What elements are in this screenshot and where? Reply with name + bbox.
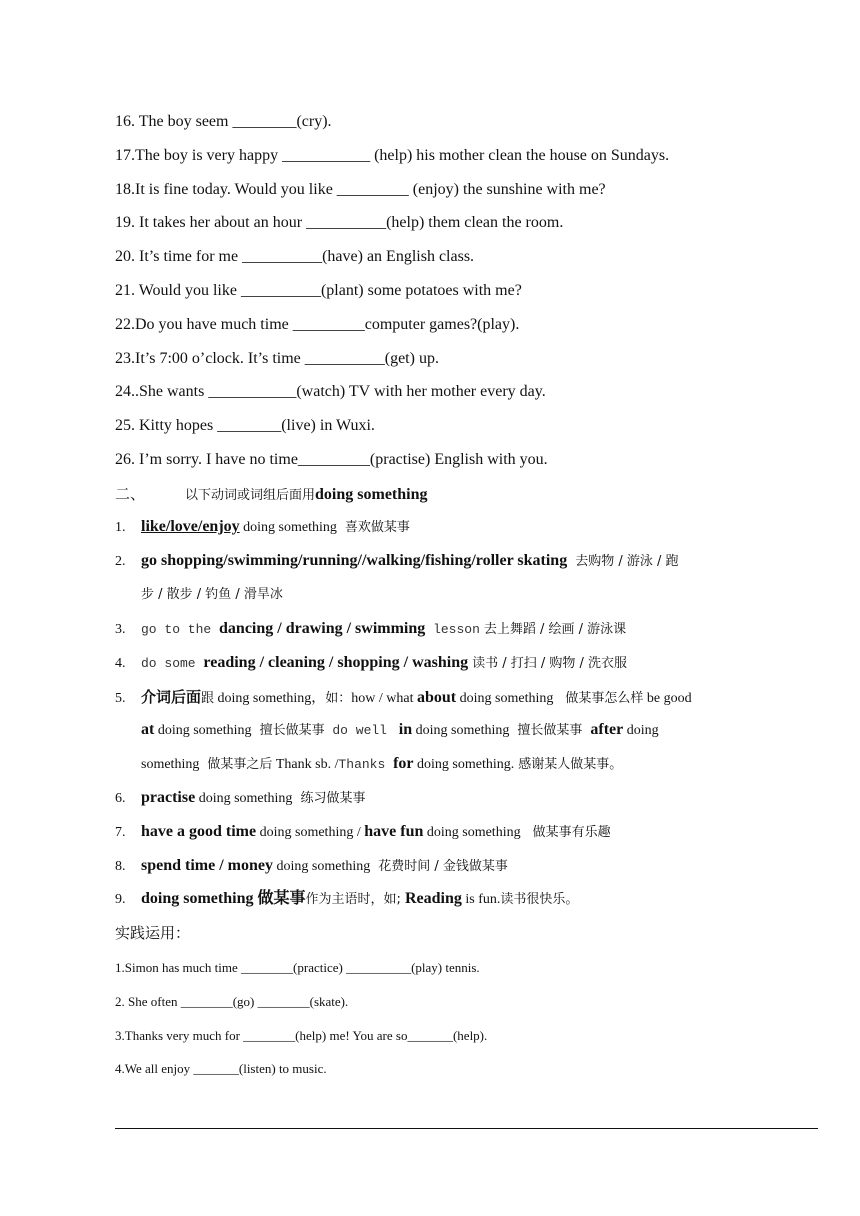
rule-3: 3. go to the dancing / drawing / swimming lesson 去上舞蹈 / 绘画 / 游泳课 <box>115 620 627 637</box>
fill-in-item <box>115 112 332 132</box>
item-text: 26. I’m sorry. I have no time <box>115 451 298 468</box>
item-text: (watch) TV with her mother every day. <box>296 383 546 401</box>
fill-in-item <box>115 180 606 200</box>
rule-9: 9. doing something 做某事作为主语时，如; Reading is fun.读书很快乐。 <box>115 890 579 907</box>
item-text: (plant) some potatoes with me? <box>320 282 522 299</box>
rule-6: 6. practise doing something 练习做某事 <box>115 789 366 806</box>
fill-in-item <box>115 213 563 233</box>
rule-2: 2. go shopping/swimming/running//walking/fishing/roller skating 去购物 / 游泳 / 跑 <box>115 552 679 569</box>
answer-blank: __________ <box>242 248 323 266</box>
item-text: computer games?(play). <box>364 315 520 333</box>
answer-blank: _________ <box>336 180 409 198</box>
item-text: (practise) English with you. <box>369 451 548 468</box>
item-text: 18.It is fine today. Would you like <box>115 180 337 198</box>
rule-5-cont-2: something 做某事之后 Thank sb. /Thanks for doing something. 感谢某人做某事。 <box>141 755 623 772</box>
item-text: 19. It takes her about an hour <box>115 214 307 232</box>
rule-5-cont-1: at doing something 擅长做某事 do well in doing something 擅长做某事 after doing <box>141 721 659 738</box>
section-heading <box>115 484 428 506</box>
answer-blank: ________ <box>217 417 282 435</box>
item-text: 22.Do you have much time <box>115 315 293 333</box>
fill-in-item <box>115 281 522 301</box>
exercise-4: 4.We all enjoy _______(listen) to music. <box>115 1061 327 1076</box>
fill-in-item <box>115 349 439 369</box>
fill-in-item <box>115 146 669 166</box>
item-text: (live) in Wuxi. <box>281 417 375 435</box>
exercise-2: 2. She often ________(go) ________(skate). <box>115 994 349 1009</box>
section-text: 以下动词或词组后面用 <box>185 488 316 503</box>
footer-rule <box>115 1128 818 1129</box>
answer-blank: _________ <box>292 315 365 333</box>
section-number: 二、 <box>115 485 146 503</box>
item-text: 20. It’s time for me <box>115 248 243 266</box>
item-text: (help) them clean the room. <box>386 214 564 232</box>
rule-8: 8. spend time / money doing something 花费时间 / 金钱做某事 <box>115 857 508 874</box>
item-text: 16. The boy seem <box>115 113 233 130</box>
item-text: (have) an English class. <box>322 248 475 266</box>
answer-blank: ___________ <box>208 383 297 401</box>
fill-in-item <box>115 315 519 335</box>
rule-2-cont: 步 / 散步 / 钓鱼 / 滑旱冰 <box>141 587 283 602</box>
rule-1: 1. like/love/enjoy doing something 喜欢做某事 <box>115 518 410 535</box>
exercise-3: 3.Thanks very much for ________(help) me! You are so_______(help). <box>115 1028 488 1043</box>
answer-blank: ___________ <box>282 146 371 164</box>
rule-4: 4. do some reading / cleaning / shopping / washing 读书 / 打扫 / 购物 / 洗衣服 <box>115 654 628 671</box>
item-text: (cry). <box>296 113 332 130</box>
section-bold: doing something <box>315 486 428 503</box>
answer-blank: __________ <box>240 282 321 299</box>
answer-blank: _________ <box>297 451 370 468</box>
item-text: 17.The boy is very happy <box>115 146 283 164</box>
rule-7: 7. have a good time doing something / have fun doing something 做某事有乐趣 <box>115 823 611 840</box>
item-text: (enjoy) the sunshine with me? <box>408 180 606 198</box>
fill-in-item <box>115 416 375 436</box>
fill-in-item <box>115 450 548 470</box>
fill-in-item <box>115 382 546 402</box>
item-text: 25. Kitty hopes <box>115 417 218 435</box>
answer-blank: ________ <box>232 113 297 130</box>
exercise-1: 1.Simon has much time ________(practice) __________(play) tennis. <box>115 960 480 975</box>
item-text: (get) up. <box>384 349 439 367</box>
item-text: 24..She wants <box>115 383 209 401</box>
rule-5: 5. 介词后面跟 doing something，如：how / what about doing something 做某事怎么样 be good <box>115 688 692 706</box>
item-text: (help) his mother clean the house on Sundays. <box>370 146 670 164</box>
item-text: 21. Would you like <box>115 282 241 299</box>
practice-title: 实践运用： <box>115 924 191 942</box>
answer-blank: __________ <box>304 349 385 367</box>
item-text: 23.It’s 7:00 o’clock. It’s time <box>115 349 305 367</box>
fill-in-item <box>115 247 474 267</box>
answer-blank: __________ <box>306 214 387 232</box>
